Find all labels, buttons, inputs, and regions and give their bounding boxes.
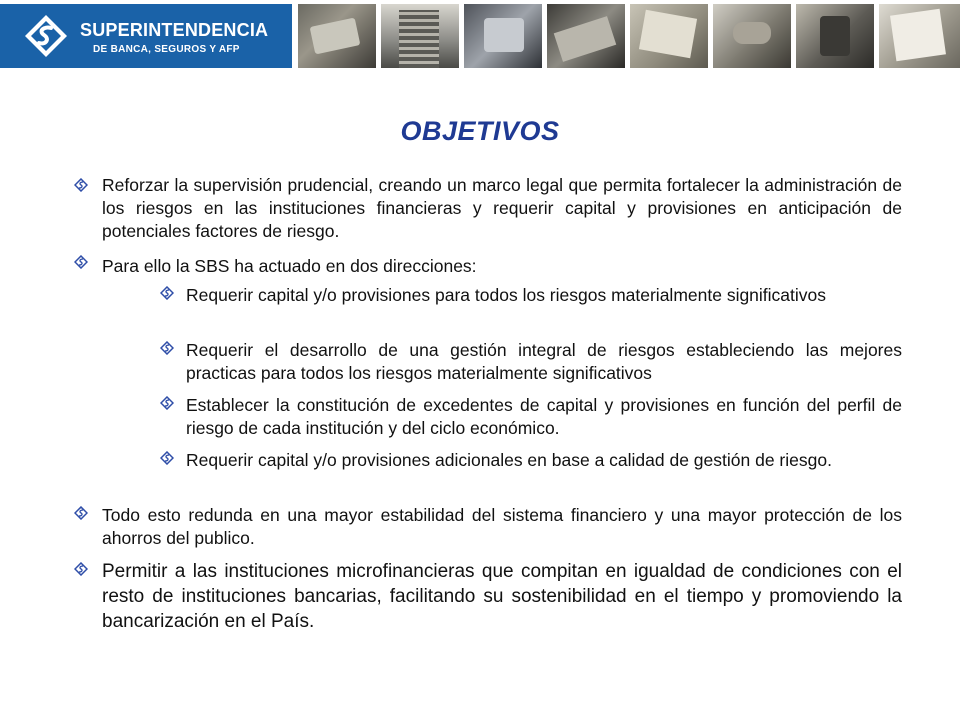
diamond-bullet-icon — [160, 396, 174, 410]
sub-bullet-item: Requerir el desarrollo de una gestión integral de riesgos estableciendo las mejores practicas para todos los riesgos materialmente significativos — [186, 340, 902, 383]
diamond-bullet-icon — [74, 178, 88, 192]
slide-title: OBJETIVOS — [400, 116, 560, 146]
sub-bullet-item: Establecer la constitución de excedentes de capital y provisiones en función del perfil de riesgo de cada institución y del ciclo económico. — [186, 395, 902, 438]
bullet-item: Para ello la SBS ha actuado en dos direcciones: — [102, 256, 477, 276]
diamond-bullet-icon — [160, 451, 174, 465]
diamond-bullet-icon — [74, 562, 88, 576]
bullet-item: Reforzar la supervisión prudencial, creando un marco legal que permita fortalecer la administración de los riesgos en las instituciones financieras y requerir capital y provisiones en anticipación de potenciales factores de riesgo. — [102, 175, 902, 241]
diamond-bullet-icon — [74, 506, 88, 520]
logo-title: SUPERINTENDENCIA — [80, 20, 269, 40]
sub-bullet-item: Requerir capital y/o provisiones para todos los riesgos materialmente significativos — [186, 285, 827, 305]
bullet-item: Permitir a las instituciones microfinancieras que compitan en igualdad de condiciones con el resto de instituciones bancarias, facilitando su sostenibilidad en el tiempo y promoviendo la bancarización en el País. — [102, 561, 902, 632]
diamond-bullet-icon — [74, 255, 88, 269]
diamond-bullet-icon — [160, 341, 174, 355]
diamond-bullet-icon — [160, 286, 174, 300]
bullet-item: Todo esto redunda en una mayor estabilidad del sistema financiero y una mayor protección de los ahorros del publico. — [102, 505, 902, 548]
sub-bullet-item: Requerir capital y/o provisiones adicionales en base a calidad de gestión de riesgo. — [186, 450, 832, 470]
logo-subtitle: DE BANCA, SEGUROS Y AFP — [93, 44, 240, 55]
